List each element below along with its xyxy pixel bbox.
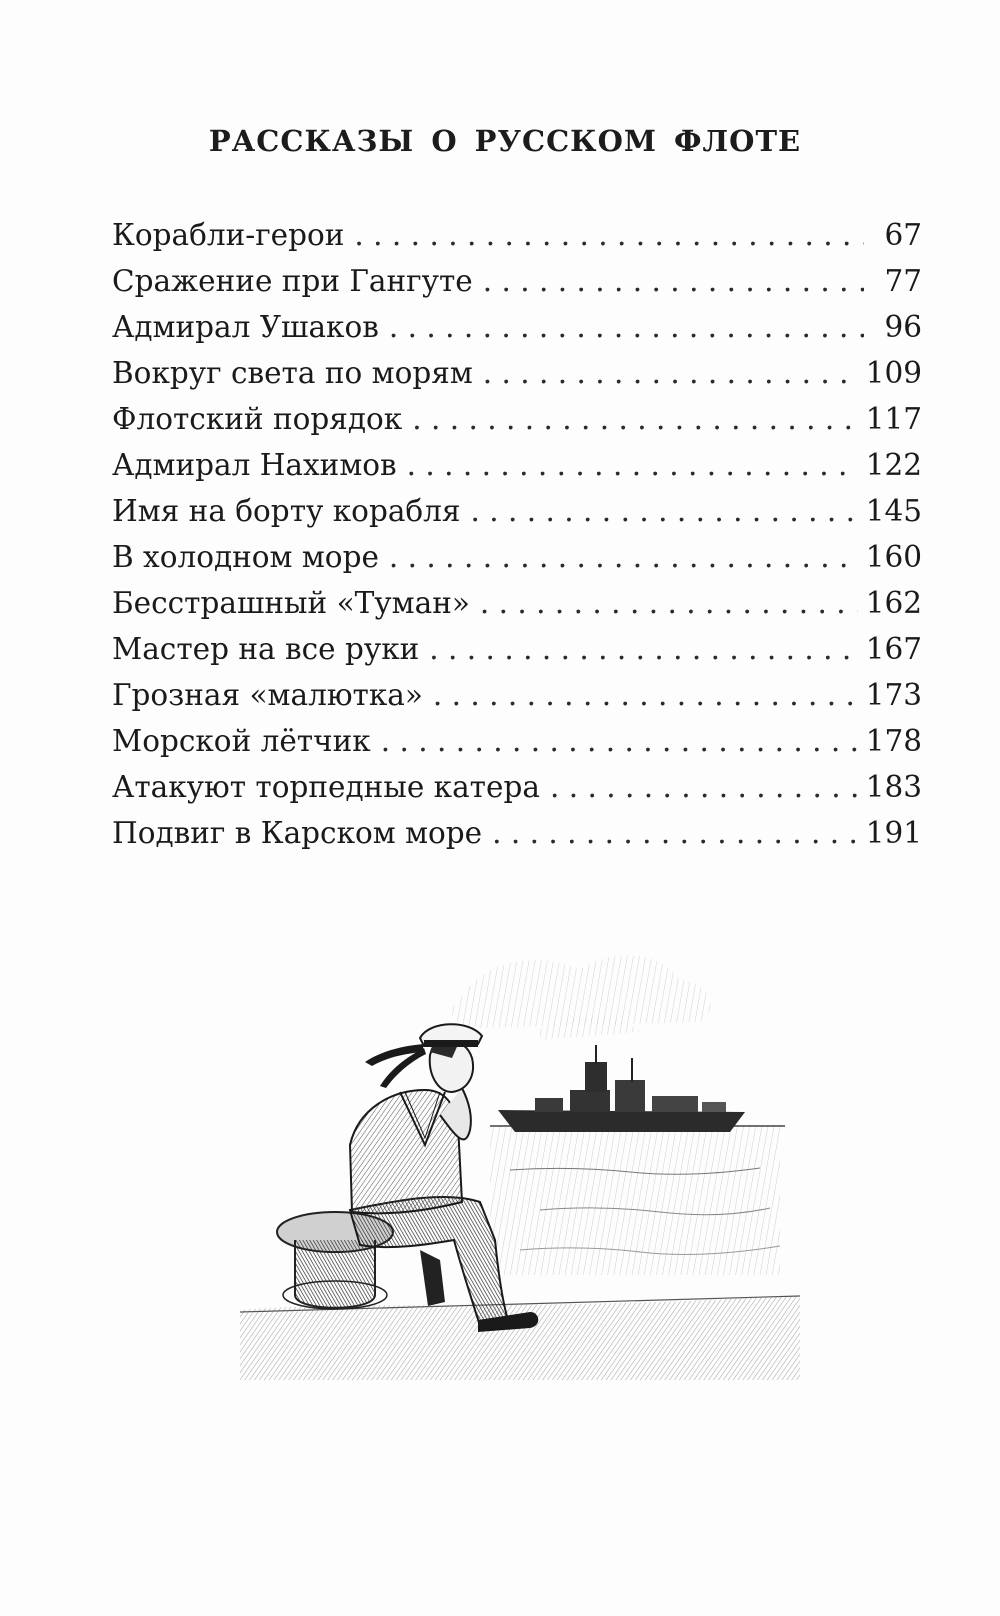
toc-entry-title: Подвиг в Карском море — [112, 816, 483, 850]
toc-entry[interactable] — [112, 580, 922, 626]
toc-dot-leader — [471, 488, 858, 534]
toc-entry[interactable] — [112, 304, 922, 350]
toc-page-number: 117 — [865, 402, 922, 436]
toc-dot-leader — [412, 396, 857, 442]
toc-entry[interactable] — [112, 442, 922, 488]
toc-dot-leader — [492, 810, 858, 856]
toc-entry-title: В холодном море — [112, 540, 379, 574]
toc-entry[interactable] — [112, 258, 922, 304]
toc-page-number: 109 — [865, 356, 922, 390]
toc-dot-leader — [407, 442, 858, 488]
toc-entry[interactable] — [112, 810, 922, 856]
toc-dot-leader — [483, 350, 858, 396]
toc-entry[interactable] — [112, 764, 922, 810]
toc-entry[interactable] — [112, 396, 922, 442]
toc-entry[interactable] — [112, 212, 922, 258]
toc-page-number: 191 — [865, 816, 922, 850]
toc-entry-title: Корабли-герои — [112, 218, 345, 252]
toc-dot-leader — [480, 580, 858, 626]
toc-entry-title: Грозная «малютка» — [112, 678, 423, 712]
toc-entry-title: Адмирал Нахимов — [112, 448, 397, 482]
sailor-illustration — [240, 940, 800, 1380]
toc-page-number: 96 — [884, 310, 922, 344]
toc-entry-title: Бесстрашный «Туман» — [112, 586, 470, 620]
sea — [490, 1125, 785, 1275]
toc-dot-leader — [429, 626, 857, 672]
toc-dot-leader — [433, 672, 858, 718]
toc-entry-title: Мастер на все руки — [112, 632, 420, 666]
toc-page-number: 173 — [865, 678, 922, 712]
warship — [498, 1045, 745, 1132]
toc-dot-leader — [389, 534, 858, 580]
toc-entry-title: Флотский порядок — [112, 402, 403, 436]
sky-clouds — [452, 955, 711, 1040]
toc-page-number: 183 — [865, 770, 922, 804]
toc-page-number: 162 — [865, 586, 922, 620]
toc-entry[interactable] — [112, 626, 922, 672]
toc-entry[interactable] — [112, 350, 922, 396]
toc-dot-leader — [550, 764, 858, 810]
toc-page-number: 145 — [865, 494, 922, 528]
toc-page-number: 160 — [865, 540, 922, 574]
toc-entry-title: Адмирал Ушаков — [112, 310, 379, 344]
toc-entry-title: Вокруг света по морям — [112, 356, 473, 390]
section-title: РАССКАЗЫ О РУССКОМ ФЛОТЕ — [208, 124, 802, 158]
toc-dot-leader — [381, 718, 858, 764]
toc-page-number: 67 — [884, 218, 922, 252]
toc-entry[interactable] — [112, 488, 922, 534]
toc-page-number: 122 — [865, 448, 922, 482]
toc-entry-title: Морской лётчик — [112, 724, 371, 758]
table-of-contents — [112, 212, 922, 856]
toc-page-number: 178 — [865, 724, 922, 758]
toc-entry[interactable] — [112, 672, 922, 718]
toc-entry[interactable] — [112, 534, 922, 580]
toc-page-number: 167 — [865, 632, 922, 666]
toc-dot-leader — [389, 304, 864, 350]
toc-dot-leader — [483, 258, 864, 304]
toc-entry-title: Сражение при Гангуте — [112, 264, 473, 298]
toc-entry-title: Атакуют торпедные катера — [112, 770, 540, 804]
toc-entry-title: Имя на борту корабля — [112, 494, 461, 528]
toc-entry[interactable] — [112, 718, 922, 764]
toc-dot-leader — [354, 212, 864, 258]
toc-page-number: 77 — [884, 264, 922, 298]
